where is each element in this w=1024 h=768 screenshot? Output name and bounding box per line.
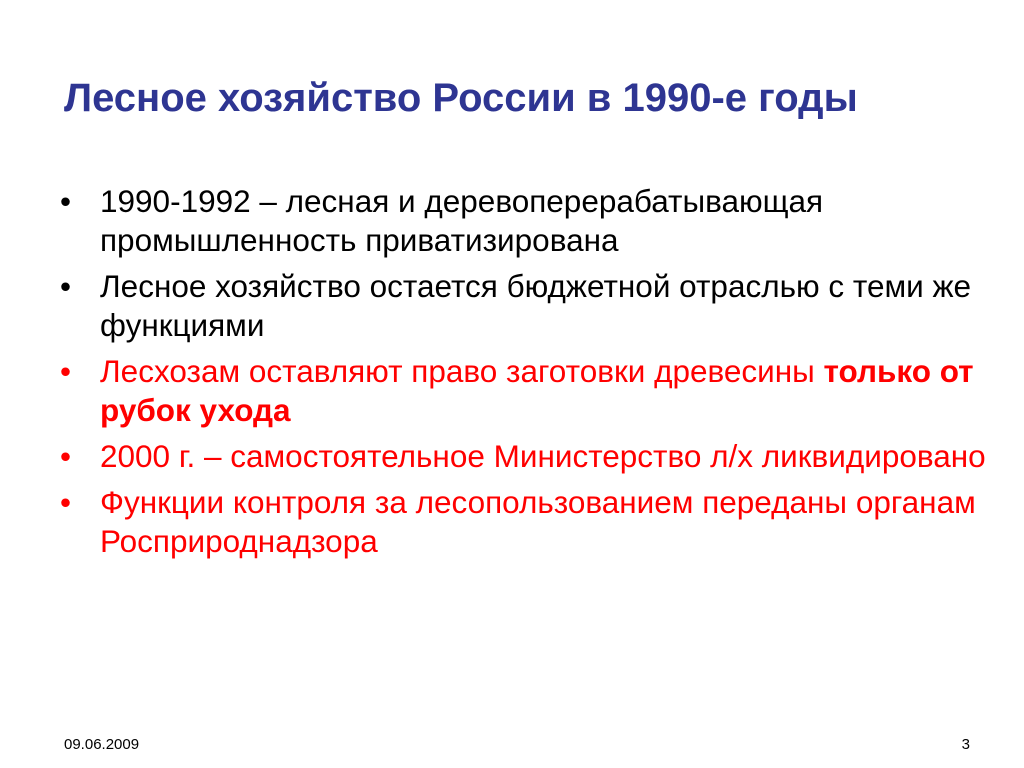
bullet-text: Лесное хозяйство остается бюджетной отраслью с теми же функциями — [100, 268, 972, 343]
footer-date: 09.06.2009 — [64, 736, 140, 753]
bullet-text: Функции контроля за лесопользованием переданы органам Росприроднадзора — [100, 484, 976, 559]
bullet-marker: • — [60, 183, 72, 219]
bullet-marker: • — [60, 484, 72, 520]
bullet-marker: • — [60, 268, 72, 304]
bullet-item — [58, 437, 988, 476]
bullet-item — [58, 267, 988, 345]
bullet-text: Лесхозам оставляют право заготовки древесины — [100, 353, 824, 389]
bullet-item — [58, 483, 988, 561]
slide-title: Лесное хозяйство России в 1990-е годы — [64, 76, 858, 120]
bullet-emphasis: только от рубок ухода — [100, 353, 974, 428]
page-number: 3 — [961, 736, 970, 753]
bullet-item — [58, 182, 988, 260]
bullet-list — [58, 182, 988, 568]
bullet-text: 2000 г. – самостоятельное Министерство л/х ликвидировано — [100, 438, 986, 474]
bullet-text: 1990-1992 – лесная и деревоперерабатывающая промышленность приватизирована — [100, 183, 824, 258]
bullet-marker: • — [60, 438, 72, 474]
bullet-marker: • — [60, 353, 72, 389]
bullet-item — [58, 352, 988, 430]
